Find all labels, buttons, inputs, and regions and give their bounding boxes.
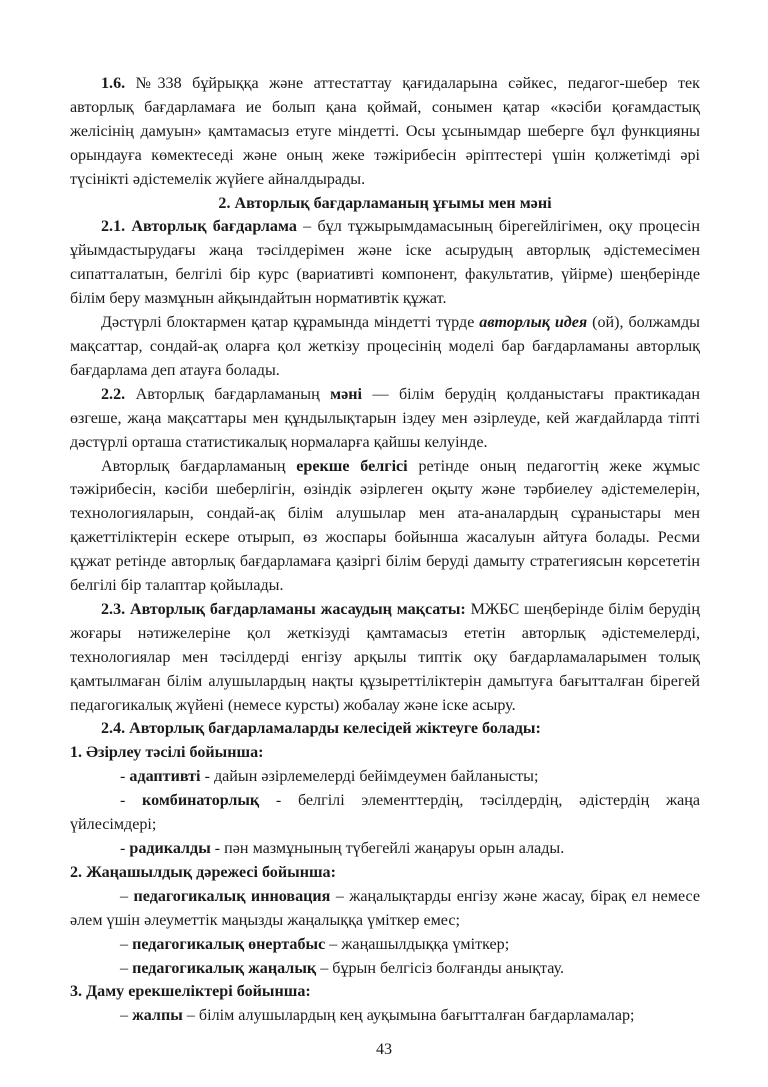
paragraph-2-2: [70, 383, 700, 455]
list-item-text: белгілі элементтердің, тәсілдердің, әдістердің жаңа үйлесімдері;: [70, 792, 701, 834]
paragraph-authors-idea-after: (ой), болжамды мақсаттар, сондай-ақ оларға қол жеткізу процесінің моделі бар бағдарламаны авторлық бағдарлама деп атауға болады.: [70, 314, 700, 379]
paragraph-special-feature-after: ретінде оның педагогтің жеке жұмыс тәжірибесін, кәсіби шеберлігін, өзіндік әзірлеген оқыту және тәрбиелеу әдістемелерін, технологияларын, сондай-ақ білім алушылар мен ата-аналардың сұраныстары мен қажеттіліктерін ескере отырып, өз жоспары бойынша жасалуын айтуға болады. Ресми құжат ретінде авторлық бағдарламаға қазіргі білім беруді дамыту стратегиясын көрсететін белгілі бір талаптар қойылады.: [70, 457, 700, 595]
paragraph-2-3: [70, 598, 700, 718]
list-item: [70, 957, 700, 981]
group-heading-1: 1. Әзірлеу тәсілі бойынша:: [70, 744, 264, 762]
emphasis-authors-idea: авторлық идея: [479, 314, 588, 332]
paragraph-special-feature: [70, 455, 700, 598]
paragraph-1-6-text: №338 бұйрыққа және аттестаттау қағидаларына сәйкес, педагог-шебер тек авторлық бағдарламаға ие болып қана қоймай, сонымен қатар «кәсіби қоғамдастық желісінің дамуын» қамтамасыз етуге міндетті. Осы ұсынымдар шеберге бұл функцияны орындауға көмектеседі және оның жеке тәжірибесін әріптестері үшін қолжетімді әрі түсінікті әдістемелік жүйеге айналдырады.: [70, 75, 700, 188]
list-dash: –: [120, 887, 129, 905]
paragraph-1-6: [70, 72, 700, 192]
clause-number-2-2: 2.2.: [101, 385, 126, 403]
list-item-separator: –: [182, 1007, 199, 1025]
list-item: [70, 765, 700, 789]
list-dash: –: [120, 1007, 129, 1025]
list-dash: -: [120, 792, 126, 810]
list-item-term: жалпы: [132, 1007, 183, 1025]
list-item: [70, 885, 700, 933]
list-dash: –: [120, 959, 129, 977]
paragraph-authors-idea-before: Дәстүрлі блоктармен қатар құрамында міндетті түрде: [101, 314, 480, 332]
list-item-separator: -: [259, 792, 298, 810]
emphasis-special-feature: ерекше белгісі: [296, 457, 408, 475]
paragraph-2-1: [70, 215, 700, 311]
paragraph-2-2-before: Авторлық бағдарламаның: [125, 385, 331, 403]
list-item-separator: -: [210, 840, 225, 857]
list-item-text: білім алушылардың кең ауқымына бағытталған бағдарламалар;: [198, 1007, 635, 1025]
page-number: 43: [375, 1041, 393, 1058]
clause-label-2-1: 2.1. Авторлық бағдарлама: [101, 218, 297, 236]
list-dash: –: [120, 935, 129, 953]
list-dash: -: [120, 768, 126, 786]
paragraph-2-1-text: – бұл тұжырымдамасының бірегейлігімен, оқу процесін ұйымдастырудағы жаңа тәсілдерімен және іске асырудың авторлық әдістемесімен сипатталатын, белгілі бір курс (вариативті компонент, факультатив, үйірме) шеңберінде білім беру мазмұнын айқындайтын нормативтік құжат.: [70, 218, 701, 308]
clause-number-1-6: 1.6.: [101, 75, 126, 92]
list-item-separator: –: [316, 959, 333, 977]
list-item-text: жаңашылдыққа үміткер;: [341, 935, 510, 953]
list-item-text: пән мазмұнының түбегейлі жаңаруы орын алады.: [224, 840, 565, 857]
list-item-term: комбинаторлық: [142, 792, 260, 810]
list-item-text: бұрын белгісіз болғанды анықтау.: [332, 959, 565, 977]
list-item: [70, 789, 700, 837]
list-item: [70, 933, 700, 957]
clause-label-2-3: 2.3. Авторлық бағдарламаны жасаудың мақсаты:: [101, 600, 466, 618]
list-item-term: радикалды: [129, 840, 211, 857]
list-item-separator: –: [330, 887, 350, 905]
page-body: [70, 72, 700, 1028]
list-item-text: жаңалықтарды енгізу және жасау, бірақ ел немесе әлем үшін әлеуметтік маңызды жаңалыққа үміткер емес;: [70, 887, 700, 929]
list-item-term: адаптивті: [129, 768, 201, 786]
paragraph-special-feature-before: Авторлық бағдарламаның: [101, 457, 297, 475]
group-heading-2: 2. Жаңашылдық дәрежесі бойынша:: [70, 863, 336, 881]
list-item: [70, 1004, 700, 1028]
section-heading-2: 2. Авторлық бағдарламаның ұғымы мен мәні: [218, 194, 552, 212]
paragraph-2-4: 2.4. Авторлық бағдарламаларды келесідей жіктеуге болады:: [101, 720, 541, 738]
paragraph-2-3-text: МЖБС шеңберінде білім берудің жоғары нәтижелеріне қол жеткізуді қамтамасыз ететін авторлық әдістемелерді, технологиялар мен тәсілдерді енгізу арқылы типтік оқу бағдарламаларымен толық қамтылмаған білім алушылардың нақты құзыреттіліктерін дамытуға бағытталған бірегей педагогикалық жүйені (немесе курсты) жобалау және іске асыру.: [70, 600, 700, 714]
list-item-term: педагогикалық өнертабыс: [132, 935, 326, 953]
list-item: [70, 837, 700, 861]
paragraph-2-2-after: — білім берудің қолданыстағы практикадан өзгеше, жаңа мақсаттары мен құндылықтарын іздеу мен әзірлеуде, кей жағдайларда тіпті дәстүрлі орташа статистикалық нормаларға қайшы келуінде.: [70, 385, 700, 451]
list-dash: -: [120, 840, 126, 857]
paragraph-authors-idea: [70, 311, 700, 383]
group-heading-3: 3. Даму ерекшеліктері бойынша:: [70, 983, 311, 1001]
list-item-separator: -: [200, 768, 214, 786]
list-item-term: педагогикалық жаңалық: [132, 959, 317, 977]
emphasis-meaning: мәні: [330, 385, 363, 403]
list-item-separator: –: [325, 935, 342, 953]
list-item-term: педагогикалық инновация: [133, 887, 331, 905]
list-item-text: дайын әзірлемелерді бейімдеумен байланысты;: [213, 768, 539, 786]
